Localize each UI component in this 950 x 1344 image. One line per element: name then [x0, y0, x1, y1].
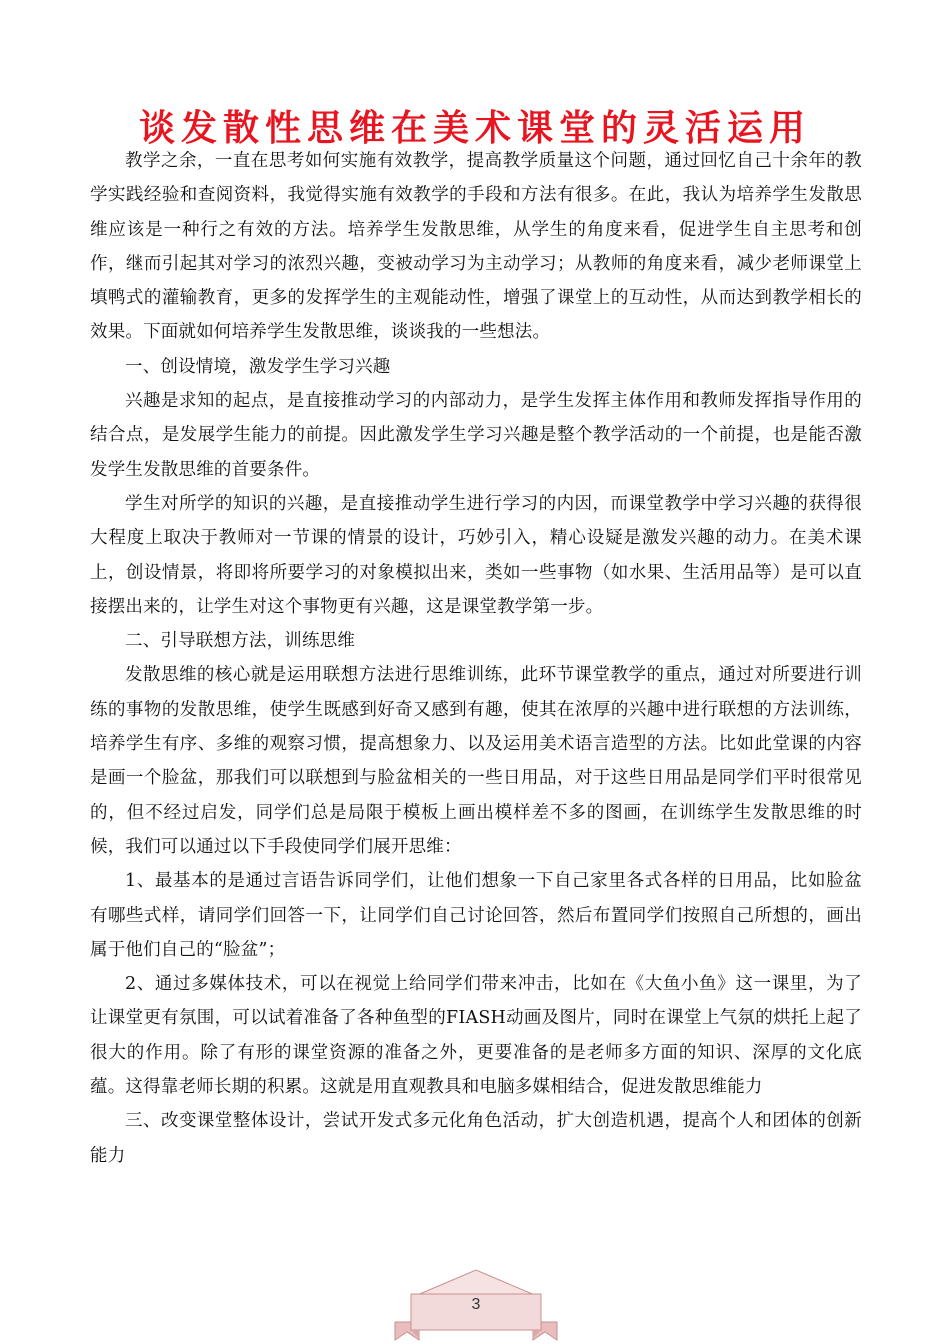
- list-item-1: 1、最基本的是通过言语告诉同学们，让他们想象一下自己家里各式各样的日用品，比如脸盆有哪些式样，请同学们回答一下，让同学们自己讨论回答，然后布置同学们按照自己所想的，画出属于他们自己的“脸盆”；: [90, 871, 862, 960]
- page-number: 3: [471, 1296, 481, 1313]
- body-paragraph: 发散思维的核心就是运用联想方法进行思维训练，此环节课堂教学的重点，通过对所要进行训练的事物的发散思维，使学生既感到好奇又感到有趣，使其在浓厚的兴趣中进行联想的方法训练，培养学生有序、多维的观察习惯，提高想象力、以及运用美术语言造型的方法。比如此堂课的内容是画一个脸盆，那我们可以联想到与脸盆相关的一些日用品，对于这些日用品是同学们平时很常见的，但不经过启发，同学们总是局限于模板上画出模样差不多的图画，在训练学生发散思维的时候，我们可以通过以下手段使同学们展开思维：: [90, 665, 862, 857]
- section-heading-2: 二、引导联想方法，训练思维: [125, 631, 356, 652]
- body-paragraph: 兴趣是求知的起点，是直接推动学习的内部动力，是学生发挥主体作用和教师发挥指导作用的结合点，是发展学生能力的前提。因此激发学生学习兴趣是整个教学活动的一个前提，也是能否激发学生发散思维的首要条件。: [90, 391, 862, 480]
- intro-paragraph: 教学之余，一直在思考如何实施有效教学，提高教学质量这个问题，通过回忆自己十余年的教学实践经验和查阅资料，我觉得实施有效教学的手段和方法有很多。在此，我认为培养学生发散思维应该是一种行之有效的方法。培养学生发散思维，从学生的角度来看，促进学生自主思考和创作，继而引起其对学习的浓烈兴趣，变被动学习为主动学习；从教师的角度来看，减少老师课堂上填鸭式的灌输教育，更多的发挥学生的主观能动性，增强了课堂上的互动性，从而达到教学相长的效果。下面就如何培养学生发散思维，谈谈我的一些想法。: [90, 151, 862, 343]
- section-heading-1: 一、创设情境，激发学生学习兴趣: [125, 356, 391, 377]
- document-body: [90, 144, 862, 1173]
- section-heading-3: 三、改变课堂整体设计，尝试开发式多元化角色活动，扩大创造机遇，提高个人和团体的创新能力: [90, 1111, 862, 1166]
- page-number-badge: [393, 1262, 559, 1344]
- body-paragraph: 学生对所学的知识的兴趣，是直接推动学生进行学习的内因，而课堂教学中学习兴趣的获得很大程度上取决于教师对一节课的情景的设计，巧妙引入，精心设疑是激发兴趣的动力。在美术课上，创设情景，将即将所要学习的对象模拟出来，类如一些事物（如水果、生活用品等）是可以直接摆出来的，让学生对这个事物更有兴趣，这是课堂教学第一步。: [90, 493, 862, 617]
- list-item-2: 2、通过多媒体技术，可以在视觉上给同学们带来冲击，比如在《大鱼小鱼》这一课里，为了让课堂更有氛围，可以试着准备了各种鱼型的FIASH动画及图片，同时在课堂上气氛的烘托上起了很大的作用。除了有形的课堂资源的准备之外，更要准备的是老师多方面的知识、深厚的文化底蕴。这得靠老师长期的积累。这就是用直观教具和电脑多媒相结合，促进发散思维能力: [90, 974, 862, 1098]
- document-title: 谈发散性思维在美术课堂的灵活运用: [138, 108, 811, 149]
